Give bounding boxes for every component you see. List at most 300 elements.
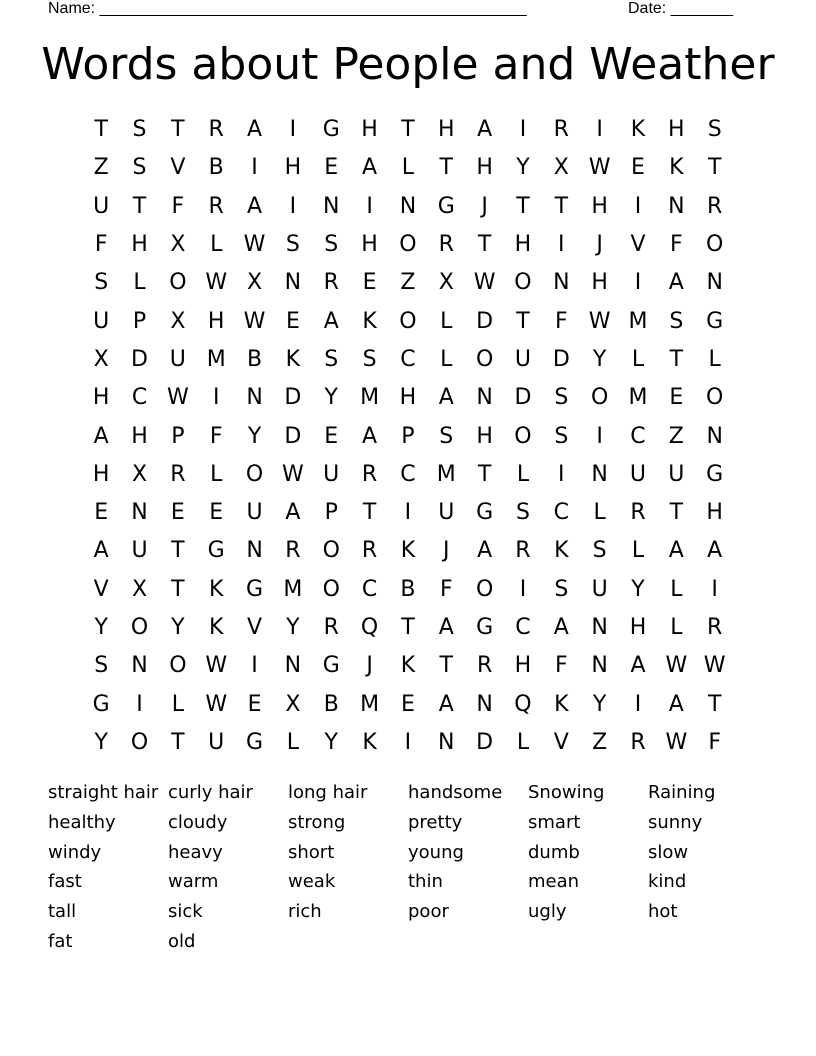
grid-letter[interactable]: Y [247,423,262,449]
grid-letter[interactable]: M [436,461,456,487]
grid-letter[interactable]: X [553,155,569,181]
grid-letter[interactable]: Q [514,691,532,717]
grid-letter[interactable]: O [706,232,724,258]
grid-letter[interactable]: I [251,155,258,181]
grid-letter[interactable]: H [361,232,378,258]
grid-letter[interactable]: Z [668,423,684,449]
grid-letter[interactable]: Y [286,615,300,640]
grid-letter[interactable]: X [170,232,186,258]
grid-letter[interactable]: I [366,193,373,219]
grid-letter[interactable]: S [554,385,569,411]
grid-letter[interactable]: K [554,691,569,717]
grid-letter[interactable]: X [285,691,301,717]
grid-letter[interactable]: L [670,576,683,602]
grid-letter[interactable]: H [92,461,110,487]
grid-letter[interactable]: Y [631,576,645,602]
grid-row [82,226,734,264]
grid-letter[interactable]: A [553,615,569,640]
grid-letter[interactable]: N [591,615,608,640]
grid-letter[interactable]: G [706,461,724,487]
grid-letter[interactable]: E [362,270,377,296]
grid-letter[interactable]: T [516,308,530,334]
grid-letter[interactable]: L [670,615,683,640]
grid-letter[interactable]: C [400,461,416,487]
grid-letter[interactable]: K [400,653,416,679]
grid-letter[interactable]: U [131,538,148,564]
grid-letter[interactable]: A [477,117,493,143]
grid-letter[interactable]: U [514,346,531,372]
grid-letter[interactable]: X [247,270,263,296]
grid-letter[interactable]: R [208,193,224,219]
grid-letter[interactable]: O [245,461,264,487]
grid-letter[interactable]: V [630,232,646,258]
grid-letter[interactable]: W [473,270,496,296]
grid-letter[interactable]: Q [360,615,379,640]
grid-letter[interactable]: C [553,500,569,526]
grid-letter[interactable]: U [591,576,608,602]
grid-letter[interactable]: X [131,576,148,602]
grid-letter[interactable]: W [588,155,611,181]
grid-letter[interactable]: L [631,538,645,564]
name-field[interactable]: Name: ________________________________________________ [48,0,527,17]
grid-letter[interactable]: I [596,423,603,449]
grid-letter[interactable]: N [476,691,493,717]
grid-letter[interactable]: G [92,691,110,717]
grid-letter[interactable]: Z [592,729,608,755]
grid-letter[interactable]: I [519,117,527,143]
grid-letter[interactable]: G [476,500,494,526]
grid-letter[interactable]: E [285,308,300,334]
grid-letter[interactable]: Y [592,691,607,717]
grid-letter[interactable]: E [170,500,185,526]
grid-letter[interactable]: S [439,423,454,449]
grid-letter[interactable]: N [246,385,263,411]
grid-letter[interactable]: M [360,385,380,411]
grid-letter[interactable]: J [481,193,488,219]
grid-letter[interactable]: J [596,232,603,258]
word-bank-item: old [168,930,196,952]
grid-letter[interactable]: B [247,346,263,372]
grid-letter[interactable]: N [591,461,608,487]
grid-letter[interactable]: G [706,308,724,334]
header-line [48,0,748,20]
grid-letter[interactable]: N [706,270,723,296]
grid-letter[interactable]: F [94,232,108,258]
grid-letter[interactable]: R [208,117,224,143]
grid-letter[interactable]: E [324,155,339,181]
grid-letter[interactable]: R [170,461,186,487]
grid-letter[interactable]: E [400,691,415,717]
grid-letter[interactable]: O [514,423,532,449]
grid-letter[interactable]: P [401,423,415,449]
grid-letter[interactable]: J [366,653,373,679]
grid-letter[interactable]: R [707,615,723,640]
grid-letter[interactable]: T [516,193,530,219]
grid-letter[interactable]: U [93,308,110,334]
grid-letter[interactable]: L [401,155,415,181]
grid-letter[interactable]: T [477,461,492,487]
grid-letter[interactable]: R [476,653,493,679]
grid-letter[interactable]: L [593,500,606,526]
grid-letter[interactable]: W [205,270,228,296]
grid-letter[interactable]: A [362,155,378,181]
grid-letter[interactable]: Y [94,729,108,755]
grid-letter[interactable]: T [707,155,722,181]
grid-letter[interactable]: Y [592,346,607,372]
grid-letter[interactable]: F [209,423,223,449]
grid-letter[interactable]: N [284,270,302,296]
grid-letter[interactable]: E [324,423,339,449]
grid-letter[interactable]: C [361,576,378,602]
grid-letter[interactable]: Y [171,615,185,640]
grid-letter[interactable]: F [708,729,721,755]
grid-letter[interactable]: O [399,308,417,334]
grid-letter[interactable]: H [131,232,148,258]
grid-letter[interactable]: H [399,385,417,411]
grid-letter[interactable]: L [286,729,300,755]
word-bank-item: windy [48,841,102,863]
grid-letter[interactable]: U [93,193,110,219]
grid-letter[interactable]: G [322,117,340,143]
grid-row [82,111,734,149]
grid-letter[interactable]: R [323,270,339,296]
grid-letter[interactable]: M [628,385,648,411]
grid-letter[interactable]: S [592,538,607,564]
grid-letter[interactable]: S [324,346,339,372]
grid-letter[interactable]: S [554,576,569,602]
grid-letter[interactable]: D [552,346,570,372]
grid-letter[interactable]: V [93,576,109,602]
grid-letter[interactable]: T [362,500,377,526]
grid-letter[interactable]: K [208,615,224,640]
grid-letter[interactable]: I [634,691,642,717]
grid-letter[interactable]: T [171,729,185,755]
grid-letter[interactable]: O [590,385,609,411]
grid-letter[interactable]: I [519,576,527,602]
grid-letter[interactable]: F [554,308,568,334]
grid-letter[interactable]: T [477,232,492,258]
grid-letter[interactable]: H [131,423,148,449]
grid-letter[interactable]: O [514,270,532,296]
grid-letter[interactable]: H [361,117,378,143]
grid-letter[interactable]: W [243,308,266,334]
grid-letter[interactable]: K [554,538,569,564]
grid-letter[interactable]: K [285,346,301,372]
grid-letter[interactable]: O [475,346,494,372]
grid-letter[interactable]: S [515,500,530,526]
grid-letter[interactable]: I [711,576,718,602]
grid-letter[interactable]: I [404,500,412,526]
grid-letter[interactable]: S [132,117,147,143]
grid-letter[interactable]: H [591,193,608,219]
grid-letter[interactable]: N [246,538,263,564]
grid-letter[interactable]: F [439,576,453,602]
grid-letter[interactable]: Y [324,385,338,411]
grid-letter[interactable]: T [439,653,453,679]
grid-letter[interactable]: O [399,232,417,258]
grid-letter[interactable]: O [475,576,494,602]
grid-letter[interactable]: U [629,461,647,487]
grid-letter[interactable]: A [438,385,454,411]
grid-letter[interactable]: T [401,117,415,143]
grid-letter[interactable]: S [324,232,339,258]
grid-letter[interactable]: X [93,346,109,372]
grid-letter[interactable]: W [243,232,266,258]
grid-letter[interactable]: H [92,385,110,411]
grid-letter[interactable]: K [669,155,684,181]
grid-letter[interactable]: I [251,653,258,679]
grid-letter[interactable]: W [665,729,688,755]
word-bank-item: Snowing [528,782,605,803]
grid-letter[interactable]: I [558,232,565,258]
grid-letter[interactable]: I [289,193,297,219]
grid-letter[interactable]: V [553,729,569,755]
grid-letter[interactable]: Y [324,729,338,755]
grid-letter[interactable]: G [476,615,494,640]
grid-letter[interactable]: I [596,117,603,143]
grid-letter[interactable]: D [514,385,532,411]
grid-letter[interactable]: I [289,117,297,143]
grid-letter[interactable]: T [669,346,684,372]
grid-letter[interactable]: U [323,461,340,487]
grid-letter[interactable]: R [630,500,646,526]
grid-letter[interactable]: L [516,729,530,755]
grid-letter[interactable]: H [207,308,225,334]
grid-letter[interactable]: J [443,538,450,564]
grid-letter[interactable]: S [707,117,722,143]
grid-letter[interactable]: A [668,538,684,564]
grid-letter[interactable]: A [362,423,378,449]
grid-letter[interactable]: O [322,576,340,602]
grid-letter[interactable]: M [206,346,226,372]
grid-letter[interactable]: E [94,500,109,526]
grid-letter[interactable]: S [285,232,300,258]
grid-letter[interactable]: L [631,346,645,372]
grid-letter[interactable]: C [630,423,646,449]
grid-letter[interactable]: Y [516,155,530,181]
grid-letter[interactable]: W [166,385,189,411]
grid-letter[interactable]: R [323,615,339,640]
word-bank-item: kind [648,871,687,893]
grid-letter[interactable]: L [171,691,184,717]
grid-letter[interactable]: A [247,117,263,143]
grid-letter[interactable]: R [361,538,378,564]
grid-letter[interactable]: Z [400,270,416,296]
grid-letter[interactable]: X [170,308,186,334]
grid-letter[interactable]: E [669,385,684,411]
grid-letter[interactable]: B [323,691,339,717]
grid-letter[interactable]: A [323,308,339,334]
grid-letter[interactable]: A [438,615,454,640]
grid-letter[interactable]: R [553,117,569,143]
grid-letter[interactable]: Y [94,615,108,640]
grid-letter[interactable]: N [668,193,685,219]
grid-letter[interactable]: K [362,729,377,755]
grid-letter[interactable]: O [130,729,149,755]
grid-letter[interactable]: B [208,155,224,181]
grid-letter[interactable]: U [208,729,225,755]
grid-letter[interactable]: H [514,232,532,258]
grid-letter[interactable]: D [284,385,302,411]
grid-letter[interactable]: R [285,538,301,564]
grid-letter[interactable]: K [630,117,646,143]
grid-letter[interactable]: H [476,155,493,181]
grid-letter[interactable]: U [169,346,186,372]
grid-letter[interactable]: A [668,270,684,296]
grid-letter[interactable]: A [93,538,109,564]
grid-letter[interactable]: A [438,691,454,717]
grid-letter[interactable]: E [631,155,645,181]
grid-letter[interactable]: I [404,729,412,755]
grid-letter[interactable]: C [131,385,148,411]
grid-letter[interactable]: W [205,691,228,717]
grid-letter[interactable]: A [630,653,646,679]
grid-letter[interactable]: M [283,576,303,602]
grid-letter[interactable]: T [171,117,185,143]
grid-letter[interactable]: L [440,308,453,334]
grid-letter[interactable]: T [94,117,108,143]
grid-letter[interactable]: W [205,653,228,679]
grid-letter[interactable]: T [401,615,415,640]
grid-letter[interactable]: N [131,500,148,526]
grid-letter[interactable]: V [170,155,186,181]
grid-letter[interactable]: D [284,423,302,449]
grid-letter[interactable]: W [282,461,304,487]
grid-letter[interactable]: L [133,270,146,296]
grid-letter[interactable]: X [131,461,148,487]
grid-letter[interactable]: U [668,461,685,487]
grid-letter[interactable]: H [668,117,685,143]
grid-letter[interactable]: V [247,615,263,640]
grid-letter[interactable]: I [634,270,642,296]
grid-letter[interactable]: N [591,653,608,679]
grid-letter[interactable]: A [285,500,301,526]
grid-letter[interactable]: F [171,193,185,219]
grid-letter[interactable]: A [477,538,493,564]
grid-letter[interactable]: D [131,346,148,372]
grid-letter[interactable]: T [554,193,569,219]
grid-letter[interactable]: R [707,193,723,219]
grid-letter[interactable]: N [553,270,570,296]
grid-letter[interactable]: R [515,538,531,564]
grid-letter[interactable]: P [171,423,185,449]
grid-letter[interactable]: G [246,729,264,755]
grid-letter[interactable]: M [628,308,648,334]
grid-letter[interactable]: T [439,155,453,181]
grid-letter[interactable]: H [284,155,302,181]
grid-letter[interactable]: A [668,691,684,717]
grid-letter[interactable]: E [247,691,262,717]
grid-letter[interactable]: Z [93,155,109,181]
grid-letter[interactable]: N [438,729,455,755]
grid-letter[interactable]: N [323,193,340,219]
grid-letter[interactable]: O [169,653,187,679]
grid-letter[interactable]: U [438,500,455,526]
grid-letter[interactable]: T [171,576,185,602]
grid-letter[interactable]: S [554,423,569,449]
grid-letter[interactable]: C [400,346,416,372]
grid-row [82,647,734,685]
grid-letter[interactable]: W [665,653,688,679]
grid-letter[interactable]: I [558,461,565,487]
grid-letter[interactable]: H [591,270,608,296]
grid-letter[interactable]: R [438,232,454,258]
grid-letter[interactable]: A [707,538,723,564]
grid-letter[interactable]: N [131,653,148,679]
grid-letter[interactable]: L [440,346,453,372]
grid-letter[interactable]: G [207,538,225,564]
grid-letter[interactable]: K [362,308,377,334]
grid-letter[interactable]: N [399,193,417,219]
grid-letter[interactable]: G [246,576,264,602]
grid-letter[interactable]: U [246,500,263,526]
grid-letter[interactable]: T [132,193,147,219]
grid-letter[interactable]: I [634,193,642,219]
grid-letter[interactable]: D [476,729,494,755]
grid-letter[interactable]: F [554,653,568,679]
grid-letter[interactable]: P [324,500,338,526]
grid-letter[interactable]: M [360,691,380,717]
grid-letter[interactable]: F [670,232,683,258]
grid-letter[interactable]: H [706,500,723,526]
grid-letter[interactable]: H [476,423,493,449]
grid-letter[interactable]: O [322,538,340,564]
grid-letter[interactable]: L [708,346,721,372]
grid-letter[interactable]: O [706,385,724,411]
grid-letter[interactable]: N [706,423,723,449]
grid-letter[interactable]: T [707,691,722,717]
grid-letter[interactable]: H [514,653,532,679]
grid-letter[interactable]: O [130,615,149,640]
grid-letter[interactable]: E [209,500,224,526]
grid-row [82,302,734,340]
grid-letter[interactable]: A [247,193,263,219]
grid-letter[interactable]: S [94,653,109,679]
grid-letter[interactable]: S [669,308,684,334]
grid-letter[interactable]: O [169,270,187,296]
grid-letter[interactable]: R [361,461,378,487]
grid-letter[interactable]: H [437,117,455,143]
grid-letter[interactable]: A [93,423,109,449]
grid-letter[interactable]: L [210,232,223,258]
grid-letter[interactable]: I [212,385,220,411]
grid-letter[interactable]: W [588,308,611,334]
grid-letter[interactable]: H [629,615,647,640]
grid-letter[interactable]: T [171,538,185,564]
grid-letter[interactable]: I [136,691,143,717]
grid-letter[interactable]: S [94,270,109,296]
grid-letter[interactable]: C [515,615,531,640]
grid-letter[interactable]: L [210,461,223,487]
grid-letter[interactable]: B [400,576,416,602]
grid-letter[interactable]: S [132,155,147,181]
grid-letter[interactable]: T [669,500,684,526]
grid-letter[interactable]: P [132,308,147,334]
grid-letter[interactable]: G [322,653,340,679]
grid-letter[interactable]: N [284,653,302,679]
grid-letter[interactable]: G [437,193,455,219]
grid-letter[interactable]: K [208,576,224,602]
grid-letter[interactable]: W [703,653,726,679]
grid-letter[interactable]: R [630,729,646,755]
grid-letter[interactable]: X [438,270,454,296]
grid-letter[interactable]: K [400,538,416,564]
grid-letter[interactable]: L [516,461,530,487]
grid-letter[interactable]: S [362,346,377,372]
grid-letter[interactable]: D [476,308,494,334]
grid-letter[interactable]: N [476,385,493,411]
date-field[interactable]: Date: _______ [628,0,733,17]
